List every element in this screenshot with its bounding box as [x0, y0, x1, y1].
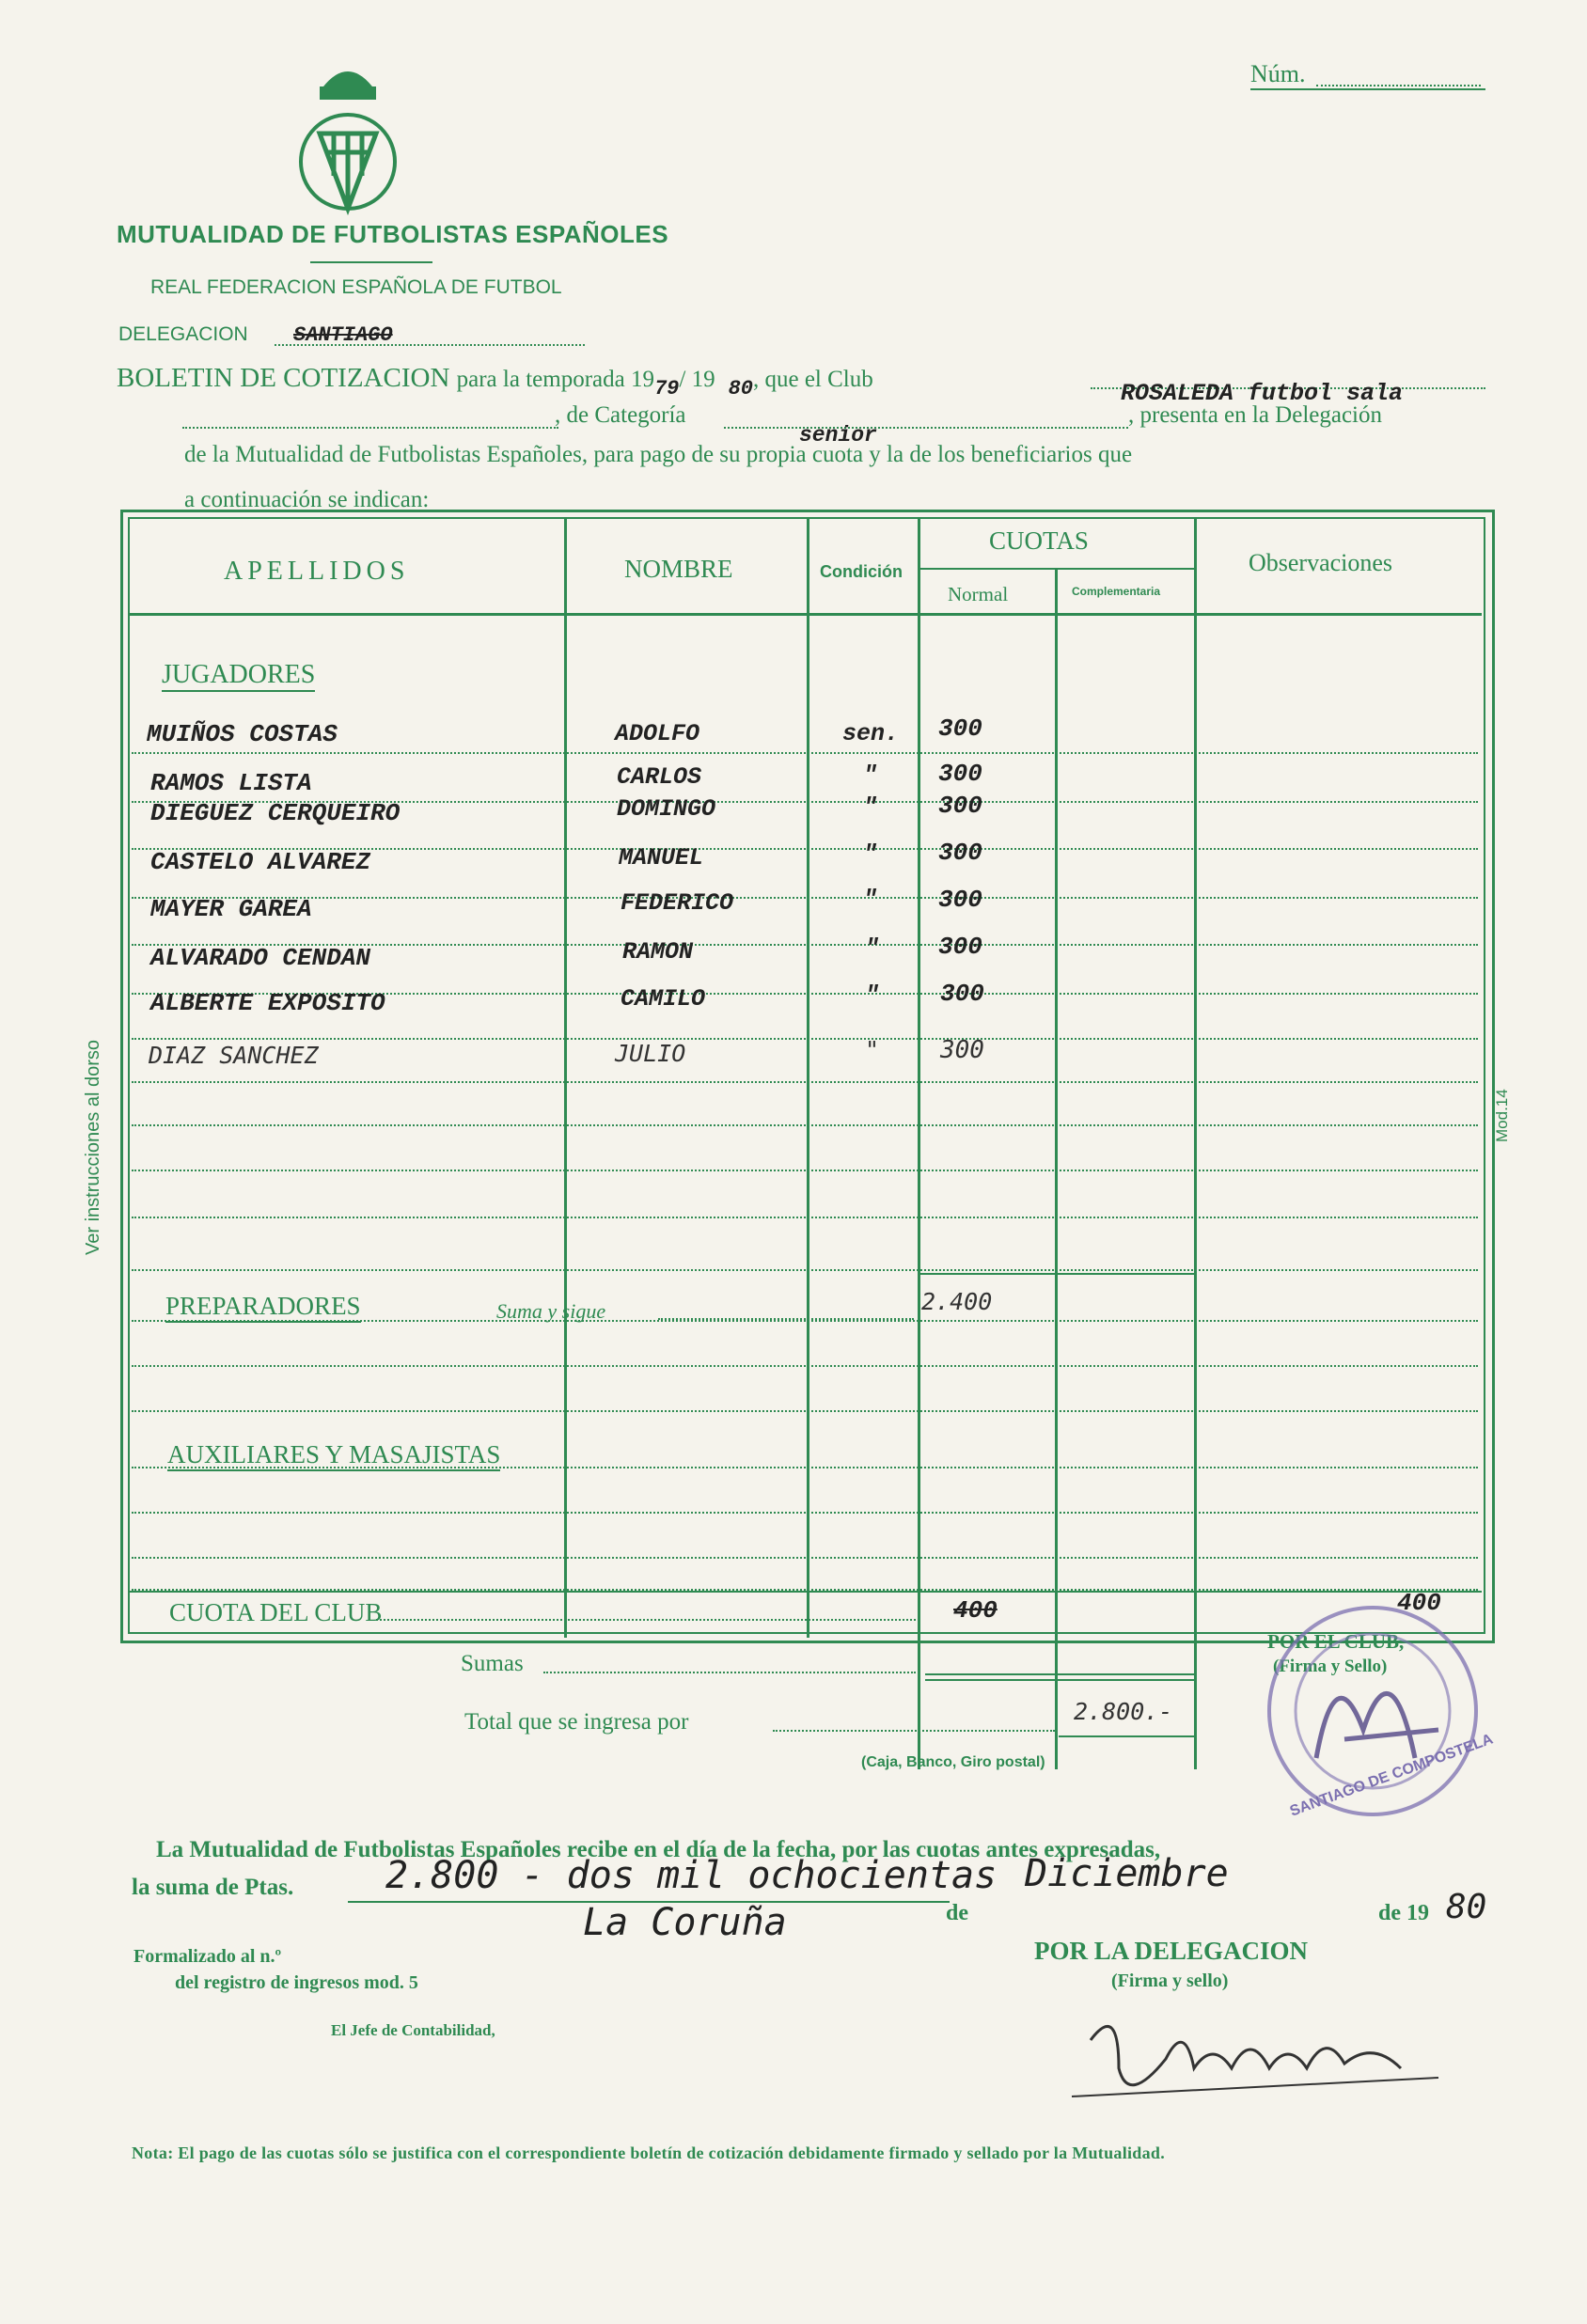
total-label: Total que se ingresa por	[464, 1709, 689, 1735]
col-normal: Normal	[948, 583, 1009, 605]
row-condicion: "	[863, 840, 878, 868]
row-condicion: "	[865, 1036, 880, 1063]
col-cuotas: CUOTAS	[989, 526, 1089, 555]
categoria-value: senior	[799, 423, 877, 448]
row-nombre: MANUEL	[619, 844, 704, 872]
que-el-club: , que el Club	[752, 367, 873, 392]
presenta-text: , presenta en la Delegación	[1128, 402, 1383, 428]
row-nombre: CAMILO	[621, 985, 706, 1013]
suma-y-sigue-value: 2.400	[921, 1288, 993, 1315]
row-rule	[132, 897, 1478, 899]
year-2: 80	[728, 377, 753, 400]
col-complementaria: Complementaria	[1072, 585, 1161, 598]
club-value: ROSALEDA futbol sala	[1121, 380, 1404, 407]
row-apellidos: DIAZ SANCHEZ	[149, 1042, 319, 1069]
row-apellidos: MUIÑOS COSTAS	[147, 720, 338, 748]
num-label: Núm.	[1250, 60, 1306, 87]
row-nombre: JULIO	[615, 1040, 686, 1067]
col-condicion: Condición	[820, 562, 903, 581]
num-underline	[1250, 88, 1485, 90]
jefe-label: El Jefe de Contabilidad,	[331, 2021, 495, 2039]
col-rule-3	[918, 519, 920, 1769]
row-nombre: CARLOS	[617, 763, 702, 791]
club-total-value: 400	[1397, 1589, 1441, 1617]
fecha-value: Diciembre	[1025, 1852, 1229, 1895]
header-rule	[128, 613, 1482, 616]
federation-crest-icon	[291, 58, 404, 218]
row-rule	[132, 1217, 1478, 1218]
delegacion-value: SANTIAGO	[293, 323, 393, 347]
row-rule	[132, 1410, 1478, 1412]
lugar-value: La Coruña	[583, 1901, 787, 1944]
row-rule	[132, 1124, 1478, 1126]
subtotal-rule	[918, 1273, 1196, 1275]
row-apellidos: ALBERTE EXPOSITO	[150, 989, 385, 1017]
row-condicion: "	[863, 886, 878, 913]
year-sep: / 19	[679, 367, 715, 392]
section-auxiliares: AUXILIARES Y MASAJISTAS	[167, 1440, 500, 1471]
de-categoria: , de Categoría	[555, 402, 686, 428]
de-label: de	[946, 1901, 968, 1925]
total-dots	[773, 1730, 1055, 1732]
row-rule	[132, 1512, 1478, 1514]
row-condicion: "	[863, 793, 878, 821]
section-preparadores: PREPARADORES	[165, 1292, 361, 1323]
row-nombre: RAMON	[622, 938, 694, 966]
cuota-club-value: 400	[953, 1596, 998, 1625]
row-condicion: "	[865, 934, 880, 962]
formalizado-label: Formalizado al n.º	[134, 1946, 282, 1967]
intro-line-3: de la Mutualidad de Futbolistas Españoles, para pago de su propia cuota y la de los beneficiarios que	[184, 442, 1133, 467]
delegacion-label: DELEGACION	[118, 323, 248, 345]
boletin-label: BOLETIN DE COTIZACION	[117, 363, 450, 393]
cuotas-subrule	[919, 568, 1194, 570]
club-stamp-icon	[1250, 1589, 1495, 1833]
row-normal: 300	[938, 933, 982, 961]
firma-sello-delegacion: (Firma y sello)	[1111, 1971, 1229, 1991]
row-normal: 300	[940, 1036, 984, 1064]
stamp-text: SANTIAGO DE COMPOSTELA	[1287, 1731, 1496, 1820]
recibe-line: La Mutualidad de Futbolistas Españoles recibe en el día de la fecha, por las cuotas antes expresadas,	[156, 1837, 1161, 1862]
col-apellidos: APELLIDOS	[224, 557, 410, 586]
total-sub: (Caja, Banco, Giro postal)	[861, 1754, 1045, 1770]
title-divider	[310, 261, 432, 263]
row-rule	[132, 1170, 1478, 1171]
delegacion-signature-icon	[1062, 1984, 1457, 2125]
cuota-club-label: CUOTA DEL CLUB	[169, 1598, 383, 1626]
org-subtitle: REAL FEDERACION ESPAÑOLA DE FUTBOL	[150, 276, 562, 298]
side-instructions: Ver instrucciones al dorso	[83, 1039, 103, 1255]
intro-line-1	[117, 363, 873, 400]
firma-sello-club: (Firma y Sello)	[1273, 1657, 1388, 1676]
row-apellidos: RAMOS LISTA	[150, 769, 312, 797]
suma-value: 2.800 - dos mil ochocientas	[385, 1854, 998, 1897]
nota-text: Nota: El pago de las cuotas sólo se justifica con el correspondiente boletín de cotización debidamente firmado y sellado por la Mutualidad.	[132, 2143, 1166, 2162]
suma-y-sigue-dots	[658, 1318, 914, 1320]
sumas-dots	[543, 1672, 916, 1673]
num-line	[1316, 85, 1481, 86]
row-condicion: "	[865, 981, 880, 1009]
row-nombre: DOMINGO	[617, 795, 716, 823]
por-delegacion-label: POR LA DELEGACION	[1034, 1937, 1309, 1965]
row-apellidos: DIEGUEZ CERQUEIRO	[150, 799, 401, 827]
row-normal: 300	[938, 839, 982, 867]
section-jugadores: JUGADORES	[162, 660, 315, 692]
org-title: MUTUALIDAD DE FUTBOLISTAS ESPAÑOLES	[117, 220, 669, 248]
row-rule	[132, 1269, 1478, 1271]
categoria-line	[724, 427, 1128, 429]
row-rule	[132, 1038, 1478, 1040]
row-nombre: ADOLFO	[615, 720, 700, 747]
suma-label: la suma de Ptas.	[132, 1875, 294, 1900]
intro-line-4: a continuación se indican:	[184, 487, 430, 512]
total-value: 2.800.-	[1074, 1698, 1173, 1725]
side-mod: Mod.14	[1493, 1089, 1511, 1142]
sumas-label: Sumas	[461, 1651, 524, 1676]
row-nombre: FEDERICO	[621, 889, 734, 917]
col-rule-2	[807, 519, 809, 1638]
pre-categoria-line	[182, 427, 558, 429]
row-rule	[132, 1081, 1478, 1083]
row-normal: 300	[938, 714, 982, 743]
sumas-rule-2	[925, 1679, 1194, 1681]
row-normal: 300	[938, 886, 982, 914]
para-temporada: para la temporada 19	[456, 367, 654, 392]
row-rule	[132, 752, 1478, 754]
row-normal: 300	[938, 760, 982, 788]
col-observaciones: Observaciones	[1249, 549, 1393, 576]
de-19-label: de 19	[1378, 1901, 1429, 1925]
col-rule-1	[564, 519, 567, 1638]
year-value: 80	[1446, 1888, 1487, 1926]
row-rule	[132, 1557, 1478, 1559]
por-club-label: POR EL CLUB,	[1267, 1630, 1405, 1653]
row-condicion: "	[863, 762, 878, 789]
row-apellidos: CASTELO ALVAREZ	[150, 848, 371, 876]
col-rule-5	[1194, 519, 1197, 1769]
suma-y-sigue-label: Suma y sigue	[496, 1299, 606, 1323]
sumas-rule	[925, 1673, 1194, 1675]
registro-label: del registro de ingresos mod. 5	[175, 1972, 418, 1993]
row-apellidos: MAYER GAREA	[150, 895, 312, 923]
col-nombre: NOMBRE	[624, 555, 733, 583]
year-1: 79	[653, 377, 680, 400]
row-condicion: sen.	[842, 720, 900, 747]
cuota-club-dots	[376, 1619, 916, 1621]
total-rule	[1059, 1735, 1196, 1737]
row-apellidos: ALVARADO CENDAN	[150, 944, 371, 972]
row-rule	[132, 1365, 1478, 1367]
row-normal: 300	[940, 980, 984, 1008]
row-normal: 300	[938, 792, 982, 820]
